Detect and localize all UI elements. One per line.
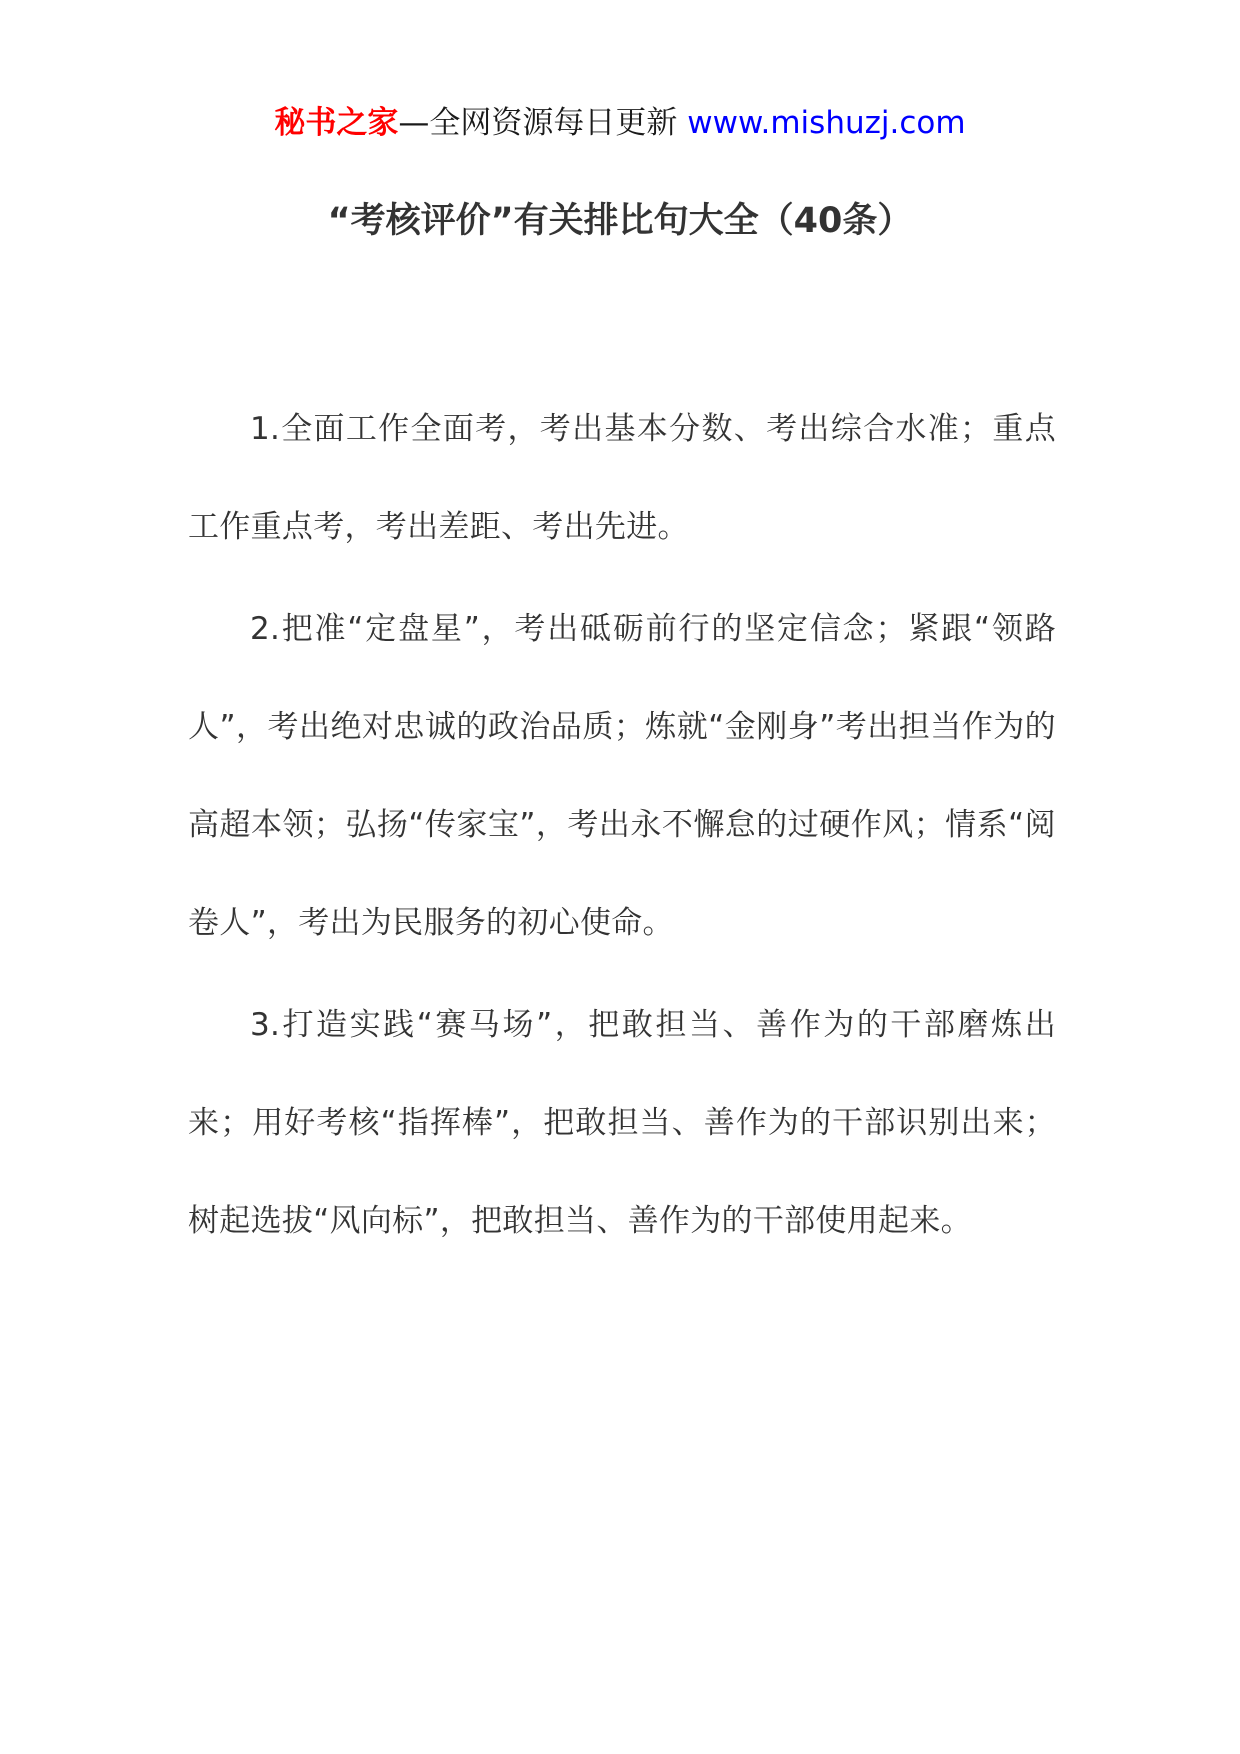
document-title: “考核评价”有关排比句大全（40条）	[327, 201, 913, 241]
site-slogan: —全网资源每日更新	[398, 105, 688, 141]
paragraph-3: 3.打造实践“赛马场”，把敢担当、善作为的干部磨炼出来；用好考核“指挥棒”，把敢担当、善作为的干部识别出来；树起选拔“风向标”，把敢担当、善作为的干部使用起来。	[188, 1007, 1056, 1239]
site-header	[0, 100, 1240, 146]
brand-name: 秘书之家	[274, 105, 399, 141]
document-body	[188, 380, 1056, 1274]
paragraph-1: 1.全面工作全面考，考出基本分数、考出综合水准；重点工作重点考，考出差距、考出先进。	[188, 411, 1056, 545]
paragraph-2: 2.把准“定盘星”，考出砥砺前行的坚定信念；紧跟“领路人”，考出绝对忠诚的政治品质；炼就“金刚身”考出担当作为的高超本领；弘扬“传家宝”，考出永不懈怠的过硬作风；情系“阅卷人”，考出为民服务的初心使命。	[188, 611, 1056, 941]
site-url-link[interactable]: www.mishuzj.com	[687, 105, 966, 141]
